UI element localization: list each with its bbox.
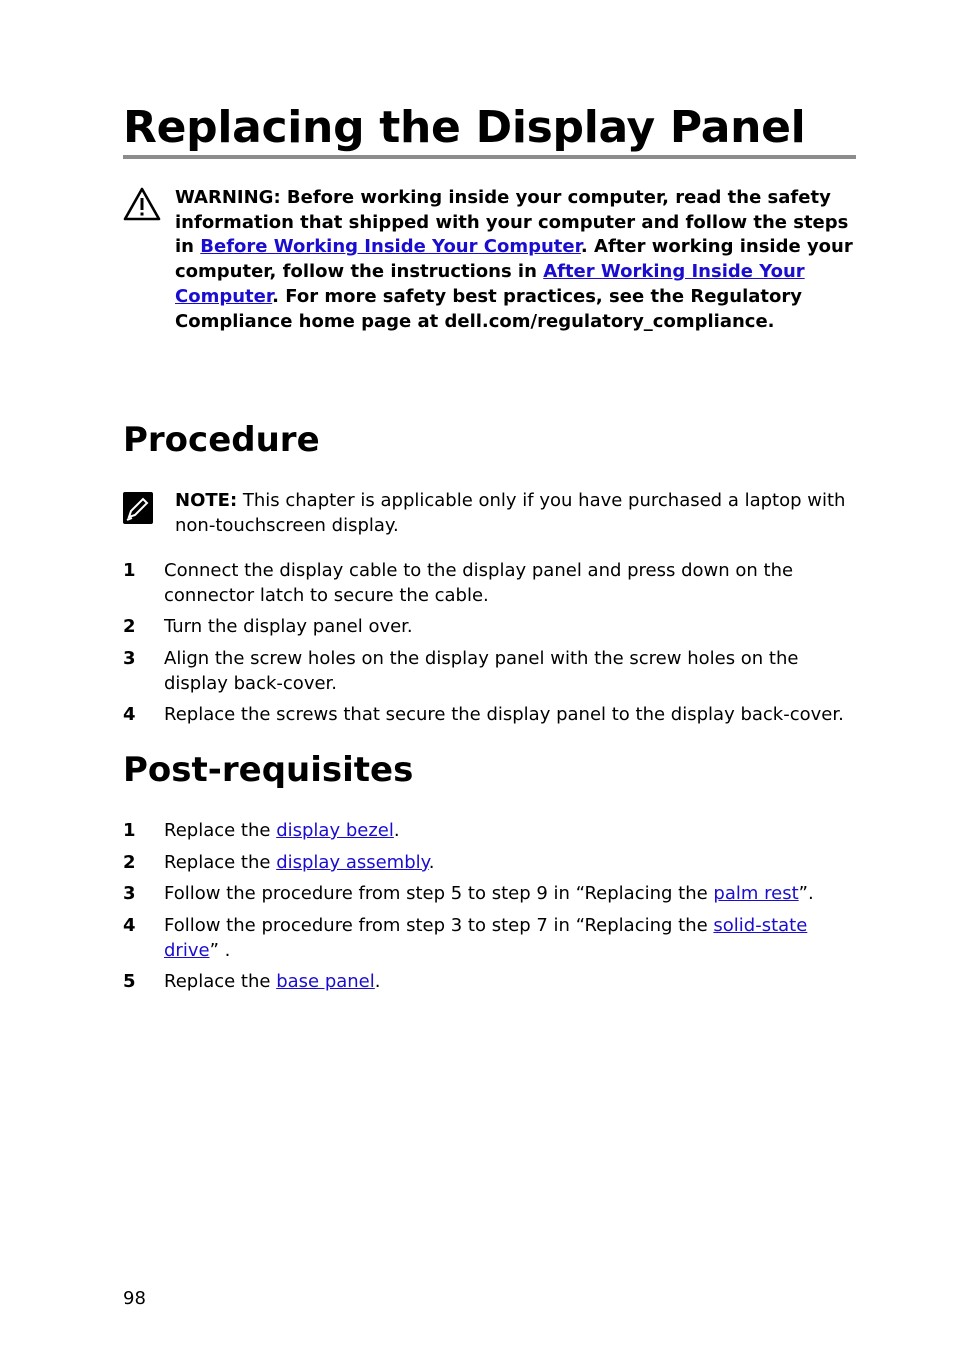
step-number: 3 xyxy=(123,883,136,904)
postrequisites-heading: Post-requisites xyxy=(123,750,414,790)
after-working-link[interactable]: After Working Inside Your Computer xyxy=(175,261,805,307)
procedure-steps xyxy=(123,558,863,727)
step-text: Connect the display cable to the display panel and press down on the connector latch to secure the cable. xyxy=(164,560,794,606)
step-text: Turn the display panel over. xyxy=(164,616,413,637)
step-text: ” . xyxy=(209,940,231,961)
postrequisite-step xyxy=(123,850,863,875)
step-text: Replace the screws that secure the display panel to the display back-cover. xyxy=(164,704,844,725)
step-text: Replace the xyxy=(164,971,277,992)
step-text: Align the screw holes on the display panel with the screw holes on the display back-cover. xyxy=(164,648,799,694)
postrequisite-step xyxy=(123,913,863,963)
display-bezel-link[interactable]: display bezel xyxy=(276,820,394,841)
display-assembly-link[interactable]: display assembly xyxy=(276,852,429,873)
page-number: 98 xyxy=(123,1288,146,1309)
step-text: . xyxy=(393,820,400,841)
postrequisite-steps xyxy=(123,818,863,994)
step-text: Follow the procedure from step 3 to step 7 in “Replacing the xyxy=(164,915,714,936)
step-text: . xyxy=(374,971,381,992)
procedure-heading: Procedure xyxy=(123,420,320,460)
note-pencil-icon xyxy=(123,492,153,524)
warning-text-part: . For more safety best practices, see the Regulatory Compliance home page at dell.com/regulatory_compliance. xyxy=(175,285,802,332)
procedure-step xyxy=(123,646,863,696)
step-text: ”. xyxy=(798,883,814,904)
before-working-link[interactable]: Before Working Inside Your Computer xyxy=(200,236,581,258)
step-number: 1 xyxy=(123,820,136,841)
step-number: 2 xyxy=(123,616,136,637)
step-number: 5 xyxy=(123,971,136,992)
warning-triangle-icon xyxy=(123,186,161,222)
page-title: Replacing the Display Panel xyxy=(123,102,806,153)
procedure-step xyxy=(123,614,863,639)
warning-message xyxy=(175,186,865,334)
step-text: Follow the procedure from step 5 to step 9 in “Replacing the xyxy=(164,883,714,904)
step-number: 2 xyxy=(123,852,136,873)
solid-state-drive-link[interactable]: solid-state drive xyxy=(164,915,808,961)
warning-text-part: . After working inside your computer, follow the instructions in xyxy=(175,236,853,283)
procedure-step xyxy=(123,558,863,608)
note-body: This chapter is applicable only if you have purchased a laptop with non-touchscreen display. xyxy=(175,490,846,536)
note-message xyxy=(175,488,865,538)
postrequisite-step xyxy=(123,969,863,994)
postrequisite-step xyxy=(123,881,863,906)
step-number: 4 xyxy=(123,704,136,725)
title-rule xyxy=(123,155,856,159)
step-number: 3 xyxy=(123,648,136,669)
postrequisite-step xyxy=(123,818,863,843)
step-number: 1 xyxy=(123,560,136,581)
step-text: . xyxy=(428,852,435,873)
step-number: 4 xyxy=(123,915,136,936)
step-text: Replace the xyxy=(164,852,277,873)
procedure-step xyxy=(123,702,863,727)
note-label: NOTE: xyxy=(175,490,238,511)
warning-text-part: WARNING: Before working inside your computer, read the safety information that shipped with your computer and follow the steps in xyxy=(175,187,849,258)
base-panel-link[interactable]: base panel xyxy=(276,971,375,992)
step-text: Replace the xyxy=(164,820,277,841)
palm-rest-link[interactable]: palm rest xyxy=(713,883,799,904)
